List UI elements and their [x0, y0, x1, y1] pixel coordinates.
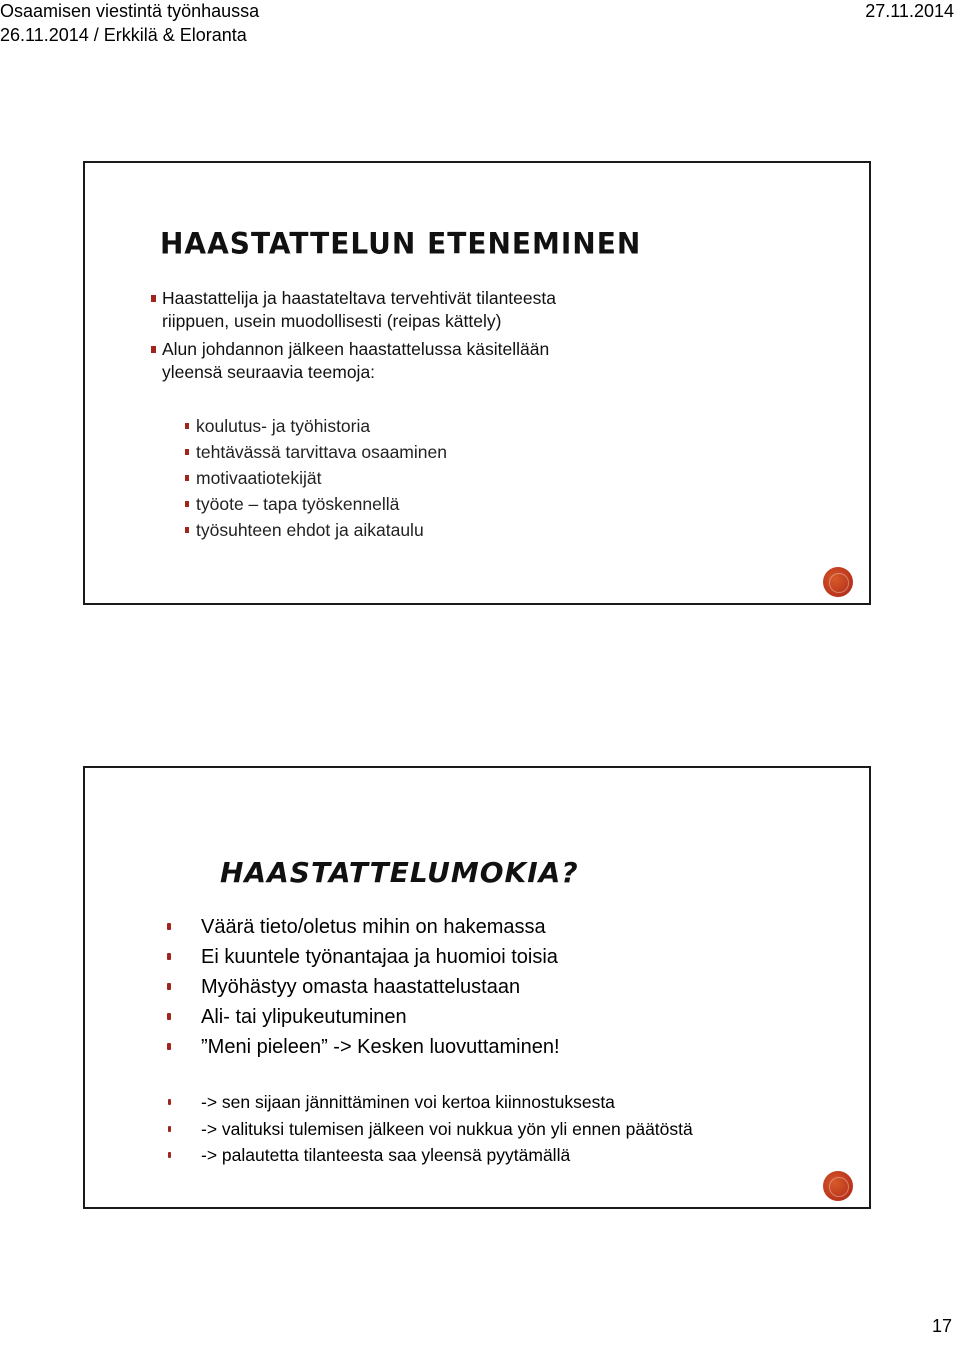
square-bullet-icon [185, 423, 189, 429]
list-item: koulutus- ja työhistoria [185, 413, 447, 439]
list-item: -> valituksi tulemisen jälkeen voi nukkua yön yli ennen päätöstä [165, 1116, 693, 1143]
square-bullet-icon [151, 346, 156, 353]
slide-2-subbullet-list [165, 1089, 693, 1169]
list-item: Ali- tai ylipukeutuminen [165, 1002, 560, 1032]
list-item: Ei kuuntele työnantajaa ja huomioi toisia [165, 942, 560, 972]
slide-2 [83, 766, 871, 1209]
list-item: motivaatiotekijät [185, 465, 447, 491]
bullet-icon [168, 1126, 171, 1132]
square-bullet-icon [185, 527, 189, 533]
list-item: -> palautetta tilanteesta saa yleensä pyytämällä [165, 1142, 693, 1169]
document-subtitle: 26.11.2014 / Erkkilä & Eloranta [0, 25, 247, 45]
bullet-icon [168, 1152, 171, 1158]
bullet-icon [167, 953, 171, 960]
square-bullet-icon [151, 295, 156, 302]
square-bullet-icon [185, 501, 189, 507]
slide-1-title: HAASTATTELUN ETENEMINEN [160, 226, 642, 261]
logo-icon [823, 1171, 853, 1201]
list-item: Alun johdannon jälkeen haastattelussa käsitellään yleensä seuraavia teemoja: [151, 338, 556, 384]
slide-1 [83, 161, 871, 605]
bullet-icon [167, 1013, 171, 1020]
list-item: työote – tapa työskennellä [185, 491, 447, 517]
list-item: työsuhteen ehdot ja aikataulu [185, 517, 447, 543]
square-bullet-icon [185, 475, 189, 481]
slide-2-bullet-list [165, 912, 560, 1062]
document-title: Osaamisen viestintä työnhaussa [0, 1, 260, 21]
bullet-icon [167, 983, 171, 990]
list-item: tehtävässä tarvittava osaaminen [185, 439, 447, 465]
logo-icon [823, 567, 853, 597]
list-item: Myöhästyy omasta haastattelustaan [165, 972, 560, 1002]
list-item: ”Meni pieleen” -> Kesken luovuttaminen! [165, 1032, 560, 1062]
bullet-icon [167, 1043, 171, 1050]
list-item: -> sen sijaan jännittäminen voi kertoa kiinnostuksesta [165, 1089, 693, 1116]
slide-2-title: HAASTATTELUMOKIA? [220, 856, 579, 889]
slide-1-bullet-list [151, 287, 556, 389]
document-date: 27.11.2014 [865, 1, 954, 21]
square-bullet-icon [185, 449, 189, 455]
bullet-icon [168, 1099, 171, 1105]
list-item: Väärä tieto/oletus mihin on hakemassa [165, 912, 560, 942]
list-item: Haastattelija ja haastateltava tervehtivät tilanteesta riippuen, usein muodollisesti (reipas kättely) [151, 287, 556, 333]
bullet-icon [167, 923, 171, 930]
page-number: 17 [931, 1316, 952, 1336]
slide-1-subbullet-list [185, 413, 447, 543]
